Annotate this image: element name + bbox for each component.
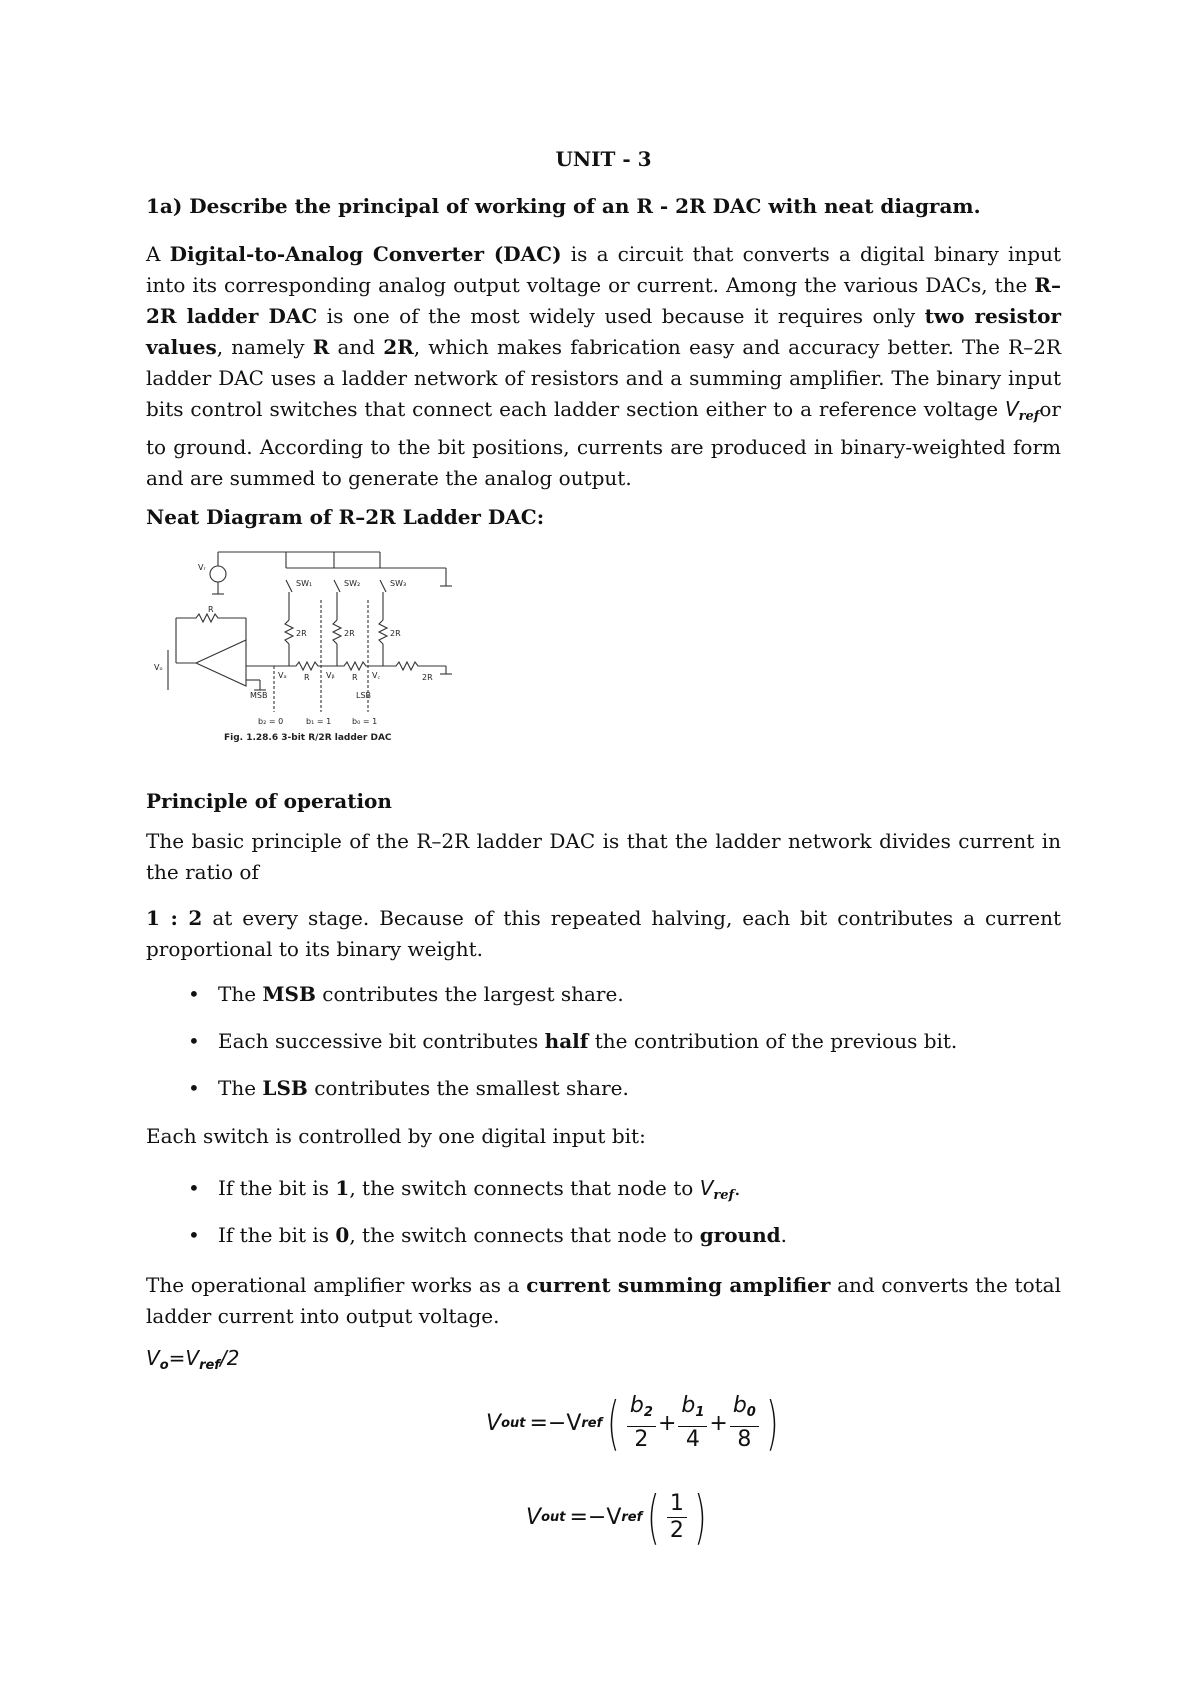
- label-sw2: SW₂: [344, 579, 361, 588]
- eq1-equals: =−V: [529, 1410, 582, 1436]
- switch-paragraph: Each switch is controlled by one digital input bit:: [146, 1124, 646, 1148]
- label-lsb: LSB: [356, 691, 372, 700]
- eq1-frac-1: [627, 1393, 656, 1453]
- label-2r-3: 2R: [390, 629, 401, 638]
- bullet-bold: half: [544, 1029, 589, 1053]
- bullet-vref-v: V: [699, 1176, 714, 1200]
- bullet-text: .: [734, 1176, 741, 1200]
- formula-vo: [146, 1346, 239, 1373]
- intro-text-3: is one of the most widely used because it requires only: [317, 304, 925, 328]
- bullet-text: If the bit is: [218, 1223, 336, 1247]
- eq1-d3: 8: [737, 1427, 752, 1452]
- eq1-lhs: V: [486, 1410, 502, 1436]
- eq1-frac-3: [730, 1393, 759, 1453]
- label-vb: Vᵦ: [326, 671, 335, 680]
- label-sw3: SW₃: [390, 579, 407, 588]
- contribution-list: [146, 981, 1061, 1122]
- label-r-feedback: R: [208, 605, 214, 614]
- vref-source-icon: [210, 566, 226, 582]
- bullet-text: The: [218, 982, 263, 1006]
- opamp-bold: current summing amplifier: [526, 1273, 831, 1297]
- opamp-text-2: and converts the total ladder current into output voltage.: [146, 1273, 1061, 1328]
- bullet-text: the contribution of the previous bit.: [588, 1029, 958, 1053]
- intro-text-2: is a circuit that converts a digital binary input into its corresponding analog output voltage or current. Among the various DACs, the: [146, 242, 1062, 297]
- bullet-icon: •: [188, 1223, 200, 1247]
- question-heading: 1a) Describe the principal of working of an R - 2R DAC with neat diagram.: [146, 194, 981, 218]
- label-msb: MSB: [250, 691, 268, 700]
- principle-paragraph-2: [146, 903, 1061, 965]
- bullet-icon: •: [188, 1176, 200, 1200]
- eq1-n1: b: [629, 1393, 644, 1418]
- eq1-d2: 4: [685, 1427, 700, 1452]
- switch-list: [146, 1175, 1061, 1269]
- bullet-text: Each successive bit contributes: [218, 1029, 545, 1053]
- intro-bold-dac: Digital-to-Analog Converter (DAC): [169, 242, 562, 266]
- resistor-2r-2-icon: [333, 620, 341, 644]
- resistor-2r-1-icon: [285, 620, 293, 644]
- bullet-text: The: [218, 1076, 263, 1100]
- intro-bold-ladder: R–2R ladder DAC: [146, 273, 1061, 328]
- eq2-ref: ref: [621, 1509, 643, 1525]
- label-2r-4: 2R: [422, 673, 433, 682]
- bullet-text: If the bit is: [218, 1176, 336, 1200]
- eq2-lhs: V: [526, 1504, 542, 1530]
- bullet-text: , the switch connects that node to: [349, 1176, 700, 1200]
- label-r-2: R: [352, 673, 358, 682]
- bullet-text: .: [780, 1223, 787, 1247]
- eq1-n3-sub: 0: [746, 1405, 756, 1420]
- formula-vo-v: V: [146, 1346, 160, 1370]
- intro-vref-v: V: [1004, 397, 1019, 421]
- list-item: [146, 1075, 1061, 1122]
- label-r-1: R: [304, 673, 310, 682]
- eq1-plus-2: +: [709, 1410, 728, 1436]
- eq1-n3: b: [732, 1393, 747, 1418]
- intro-text-4: , namely: [216, 335, 313, 359]
- bullet-icon: •: [188, 982, 200, 1006]
- bullet-icon: •: [188, 1029, 200, 1053]
- eq1-n2: b: [681, 1393, 696, 1418]
- eq2-lhs-sub: out: [541, 1509, 566, 1525]
- eq2-right-paren: ): [694, 1483, 707, 1551]
- bullet-bold: LSB: [262, 1076, 308, 1100]
- bullet-icon: •: [188, 1076, 200, 1100]
- label-vc: V꜀: [372, 671, 381, 680]
- intro-text-1: A: [146, 242, 170, 266]
- intro-text-7: or to ground. According to the bit positions, currents are produced in binary-weighted form and are summed to generate the analog output.: [146, 397, 1061, 490]
- formula-vo-eq: =V: [168, 1346, 200, 1370]
- intro-text-5: and: [329, 335, 384, 359]
- bullet-bold-ground: ground: [699, 1223, 781, 1247]
- eq1-lhs-sub: out: [501, 1415, 526, 1431]
- opamp-paragraph: [146, 1270, 1061, 1332]
- equation-vout-full: [486, 1389, 783, 1457]
- intro-text-6: , which makes fabrication easy and accuracy better. The R–2R ladder DAC uses a ladder network of resistors and a summing amplifier. The binary input bits control switches that connect each ladder section either to a reference voltage: [146, 335, 1062, 421]
- eq1-right-paren: ): [765, 1389, 779, 1457]
- eq1-ref: ref: [581, 1415, 603, 1431]
- bullet-text: contributes the largest share.: [315, 982, 624, 1006]
- bullet-bold: 0: [335, 1223, 350, 1247]
- figure-caption: Fig. 1.28.6 3-bit R/2R ladder DAC: [224, 733, 392, 743]
- label-va: Vₐ: [278, 671, 287, 680]
- label-sw1: SW₁: [296, 579, 313, 588]
- r2r-ladder-diagram: [146, 540, 486, 770]
- bullet-bold: MSB: [262, 982, 316, 1006]
- eq1-plus-1: +: [657, 1410, 677, 1436]
- formula-vo-sub: o: [159, 1358, 169, 1373]
- list-item: [146, 1028, 1061, 1075]
- eq2-den: 2: [669, 1517, 684, 1543]
- eq2-left-paren: (: [647, 1483, 660, 1551]
- eq1-left-paren: (: [607, 1389, 620, 1457]
- label-b2: b₂ = 0: [258, 717, 284, 726]
- eq1-d1: 2: [634, 1427, 649, 1452]
- eq2-frac: [667, 1491, 687, 1544]
- intro-vref-sub: ref: [1018, 409, 1040, 424]
- eq2-equals: =−V: [569, 1504, 622, 1530]
- list-item: [146, 1222, 1061, 1269]
- label-2r-1: 2R: [296, 629, 307, 638]
- label-vo: Vₒ: [154, 663, 163, 672]
- ratio-bold: 1 : 2: [146, 906, 203, 930]
- feedback-resistor-icon: [176, 614, 246, 622]
- principle-p2-text: at every stage. Because of this repeated halving, each bit contributes a current proportional to its binary weight.: [146, 906, 1062, 961]
- formula-vo-tail: /2: [219, 1346, 240, 1370]
- label-b0: b₀ = 1: [352, 717, 378, 726]
- bullet-vref-sub: ref: [713, 1188, 735, 1203]
- label-2r-2: 2R: [344, 629, 355, 638]
- unit-title: UNIT - 3: [555, 147, 652, 171]
- intro-paragraph: [146, 239, 1061, 494]
- bullet-bold: 1: [335, 1176, 350, 1200]
- eq2-num: 1: [667, 1491, 687, 1518]
- label-vr: Vᵣ: [198, 563, 206, 572]
- resistor-2r-3-icon: [379, 620, 387, 644]
- list-item: [146, 1175, 1061, 1222]
- intro-bold-r: R: [312, 335, 330, 359]
- eq1-n1-sub: 2: [643, 1405, 653, 1420]
- opamp-icon: [196, 640, 246, 686]
- resistor-r-2-icon: [337, 662, 383, 670]
- formula-vo-ref: ref: [199, 1358, 220, 1373]
- label-b1: b₁ = 1: [306, 717, 332, 726]
- diagram-heading: Neat Diagram of R–2R Ladder DAC:: [146, 505, 545, 529]
- eq1-frac-2: [678, 1393, 707, 1453]
- principle-heading: Principle of operation: [146, 789, 392, 813]
- opamp-text-1: The operational amplifier works as a: [146, 1273, 527, 1297]
- intro-bold-2r: 2R: [383, 335, 414, 359]
- intro-bold-two-values: two resistor values: [146, 304, 1062, 359]
- resistor-r-1-icon: [289, 662, 337, 670]
- equation-vout-half: [526, 1483, 712, 1551]
- bullet-text: , the switch connects that node to: [349, 1223, 700, 1247]
- eq1-n2-sub: 1: [695, 1405, 705, 1420]
- bullet-text: contributes the smallest share.: [307, 1076, 629, 1100]
- principle-paragraph-1: The basic principle of the R–2R ladder DAC is that the ladder network divides current in the ratio of: [146, 829, 1061, 884]
- resistor-2r-4-icon: [383, 662, 446, 670]
- list-item: [146, 981, 1061, 1028]
